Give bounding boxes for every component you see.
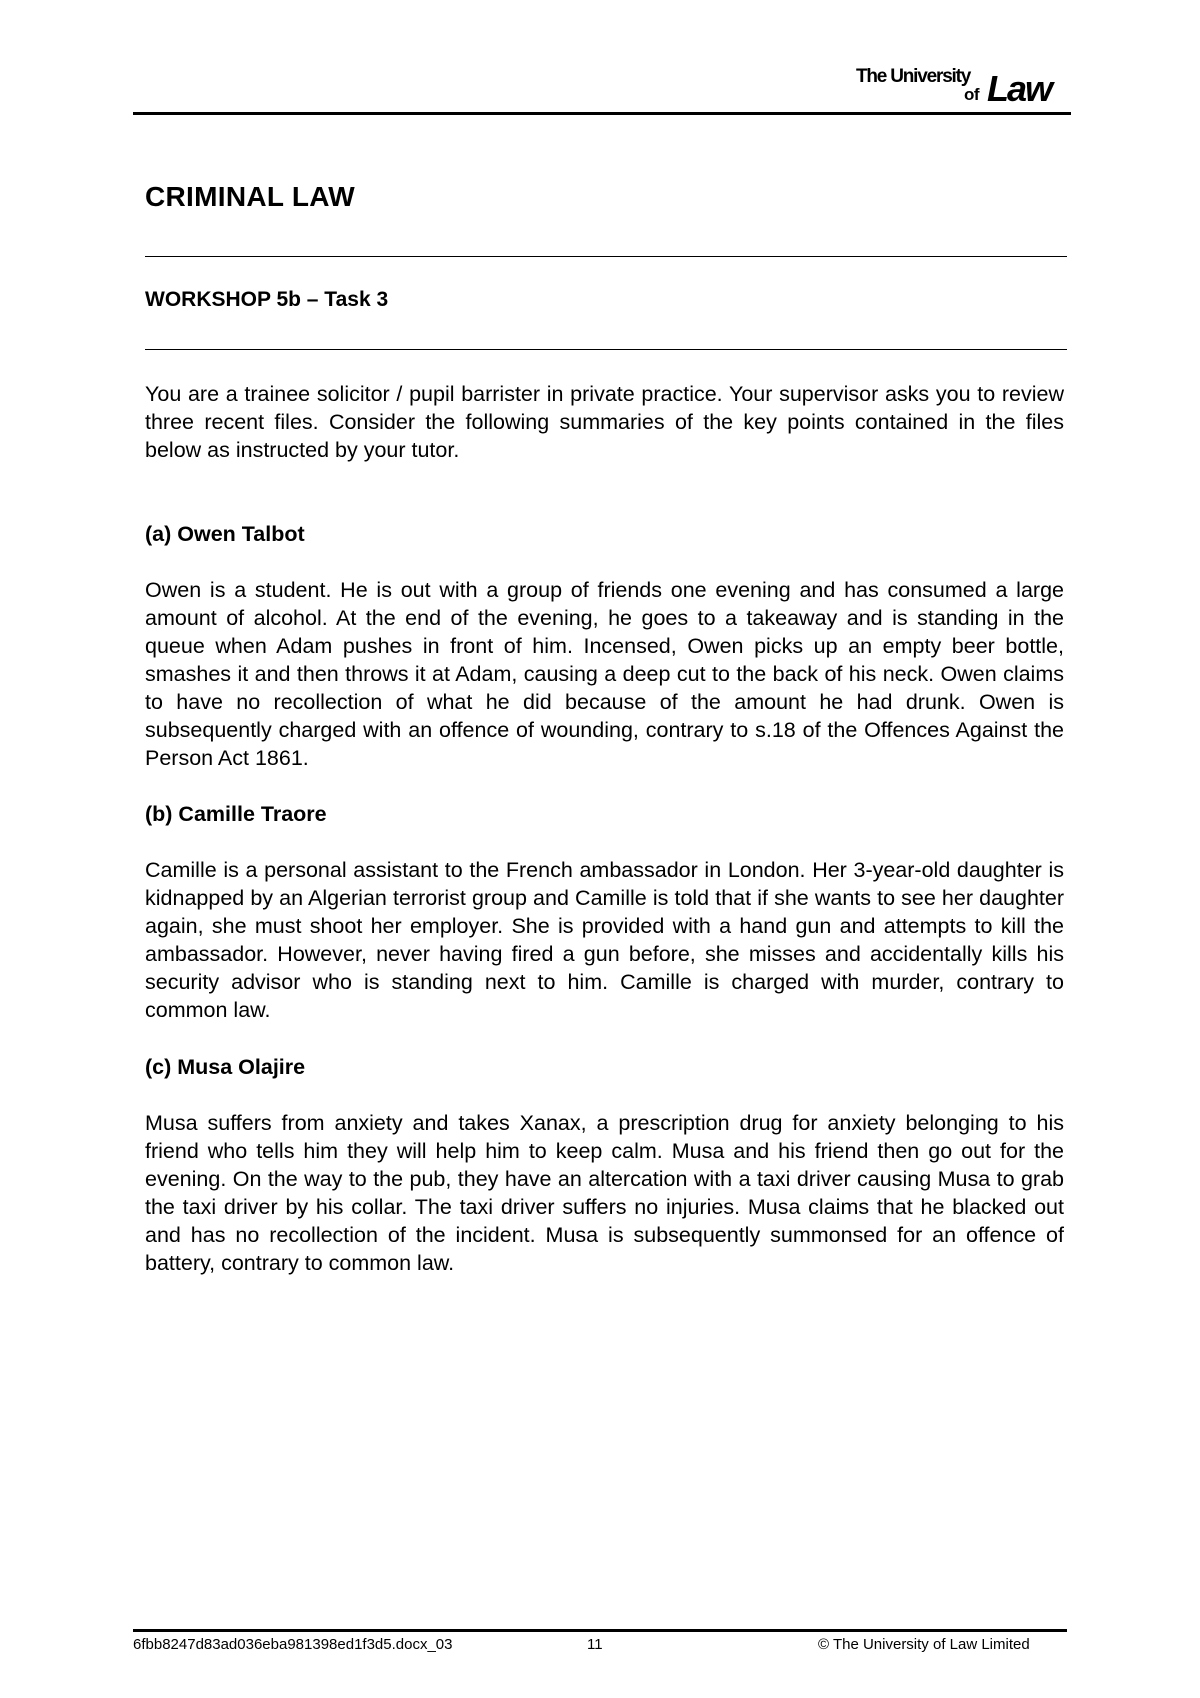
case-text-b: Camille is a personal assistant to the French ambassador in London. Her 3-year-old daughter is kidnapped by an Algerian terrorist group and Camille is told that if she wants to see her daughter again, she must shoot her employer. She is provided with a hand gun and attempts to kill the ambassador. However, never having fired a gun before, she misses and accidentally kills his security advisor who is standing next to him. Camille is charged with murder, contrary to common law. [145, 858, 1064, 1022]
intro-paragraph: You are a trainee solicitor / pupil barrister in private practice. Your supervisor asks you to review three recent files. Consider the following summaries of the key points contained in the files below as instructed by your tutor. [145, 382, 1064, 462]
logo-line-3: Law [987, 68, 1052, 109]
title-divider [145, 256, 1067, 257]
footer-page-number: 11 [587, 1636, 603, 1653]
case-text-c: Musa suffers from anxiety and takes Xanax, a prescription drug for anxiety belonging to his friend who tells him they will help him to keep calm. Musa and his friend then go out for the evening. On the way to the pub, they have an altercation with a taxi driver causing Musa to grab the taxi driver by his collar. The taxi driver suffers no injuries. Musa claims that he blacked out and has no recollection of the incident. Musa is subsequently summonsed for an offence of battery, contrary to common law. [145, 1111, 1064, 1275]
university-logo [856, 66, 1062, 109]
footer-copyright: © The University of Law Limited [818, 1636, 1030, 1653]
footer-divider [133, 1629, 1067, 1632]
case-heading-a: (a) Owen Talbot [145, 522, 305, 546]
subtitle-divider [145, 349, 1067, 350]
case-text-a: Owen is a student. He is out with a group of friends one evening and has consumed a large amount of alcohol. At the end of the evening, he goes to a takeaway and is standing in the queue when Adam pushes in front of him. Incensed, Owen picks up an empty beer bottle, smashes it and then throws it at Adam, causing a deep cut to the back of his neck. Owen claims to have no recollection of what he did because of the amount he had drunk. Owen is subsequently charged with an offence of wounding, contrary to s.18 of the Offences Against the Person Act 1861. [145, 578, 1064, 770]
footer-filename: 6fbb8247d83ad036eba981398ed1f3d5.docx_03 [133, 1636, 453, 1653]
document-title: CRIMINAL LAW [145, 181, 355, 212]
case-heading-b: (b) Camille Traore [145, 802, 327, 826]
case-heading-c: (c) Musa Olajire [145, 1055, 306, 1079]
logo-line-1: The University [856, 66, 971, 87]
header-divider [133, 112, 1071, 115]
logo-line-2: of [964, 85, 980, 104]
document-subtitle: WORKSHOP 5b – Task 3 [145, 288, 389, 311]
